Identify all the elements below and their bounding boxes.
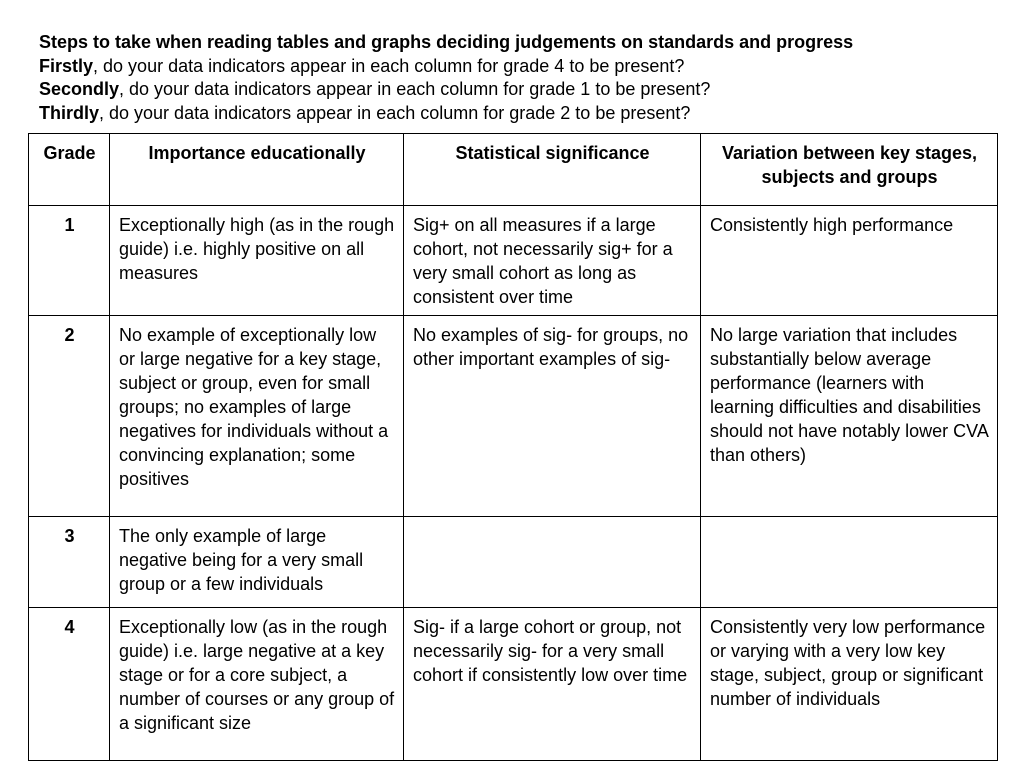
variation-cell: Consistently high performance [701, 206, 998, 316]
variation-cell [701, 517, 998, 608]
step-text: , do your data indicators appear in each column for grade 4 to be present? [93, 55, 685, 76]
step-text: , do your data indicators appear in each column for grade 1 to be present? [119, 79, 711, 99]
header-importance: Importance educationally [110, 134, 404, 206]
significance-cell: No examples of sig- for groups, no other important examples of sig- [404, 316, 701, 517]
grading-table [28, 133, 998, 761]
grade-cell: 1 [29, 206, 110, 316]
header-variation: Variation between key stages, subjects and groups [701, 134, 998, 206]
table-row [29, 608, 998, 761]
importance-cell: The only example of large negative being for a very small group or a few individuals [110, 517, 404, 608]
header-significance: Statistical significance [404, 134, 701, 206]
grade-cell: 2 [29, 316, 110, 517]
grade-cell: 4 [29, 608, 110, 761]
step-thirdly [39, 102, 999, 126]
variation-cell: No large variation that includes substantially below average performance (learners with learning difficulties and disabilities should not have notably lower CVA than others) [701, 316, 998, 517]
step-text: , do your data indicators appear in each column for grade 2 to be present? [99, 102, 691, 123]
importance-cell: No example of exceptionally low or large negative for a key stage, subject or group, even for small groups; no examples of large negatives for individuals without a convincing explanation; some positives [110, 316, 404, 517]
step-keyword: Firstly [39, 55, 94, 76]
step-keyword: Secondly [39, 79, 120, 99]
instructions-heading: Steps to take when reading tables and graphs deciding judgements on standards and progress [39, 32, 854, 52]
table-row [29, 206, 998, 316]
grade-cell: 3 [29, 517, 110, 608]
importance-cell: Exceptionally high (as in the rough guide) i.e. highly positive on all measures [110, 206, 404, 316]
significance-cell: Sig+ on all measures if a large cohort, not necessarily sig+ for a very small cohort as long as consistent over time [404, 206, 701, 316]
variation-cell: Consistently very low performance or varying with a very low key stage, subject, group or significant number of individuals [701, 608, 998, 761]
significance-cell: Sig- if a large cohort or group, not necessarily sig- for a very small cohort if consistently low over time [404, 608, 701, 761]
importance-cell: Exceptionally low (as in the rough guide) i.e. large negative at a key stage or for a core subject, a number of courses or any group of a significant size [110, 608, 404, 761]
table-header-row [29, 134, 998, 206]
header-grade: Grade [29, 134, 110, 206]
table-row [29, 517, 998, 608]
instructions-block [39, 31, 999, 125]
table-row [29, 316, 998, 517]
step-keyword: Thirdly [39, 102, 100, 123]
step-secondly [39, 78, 999, 102]
step-firstly [39, 55, 999, 79]
significance-cell [404, 517, 701, 608]
